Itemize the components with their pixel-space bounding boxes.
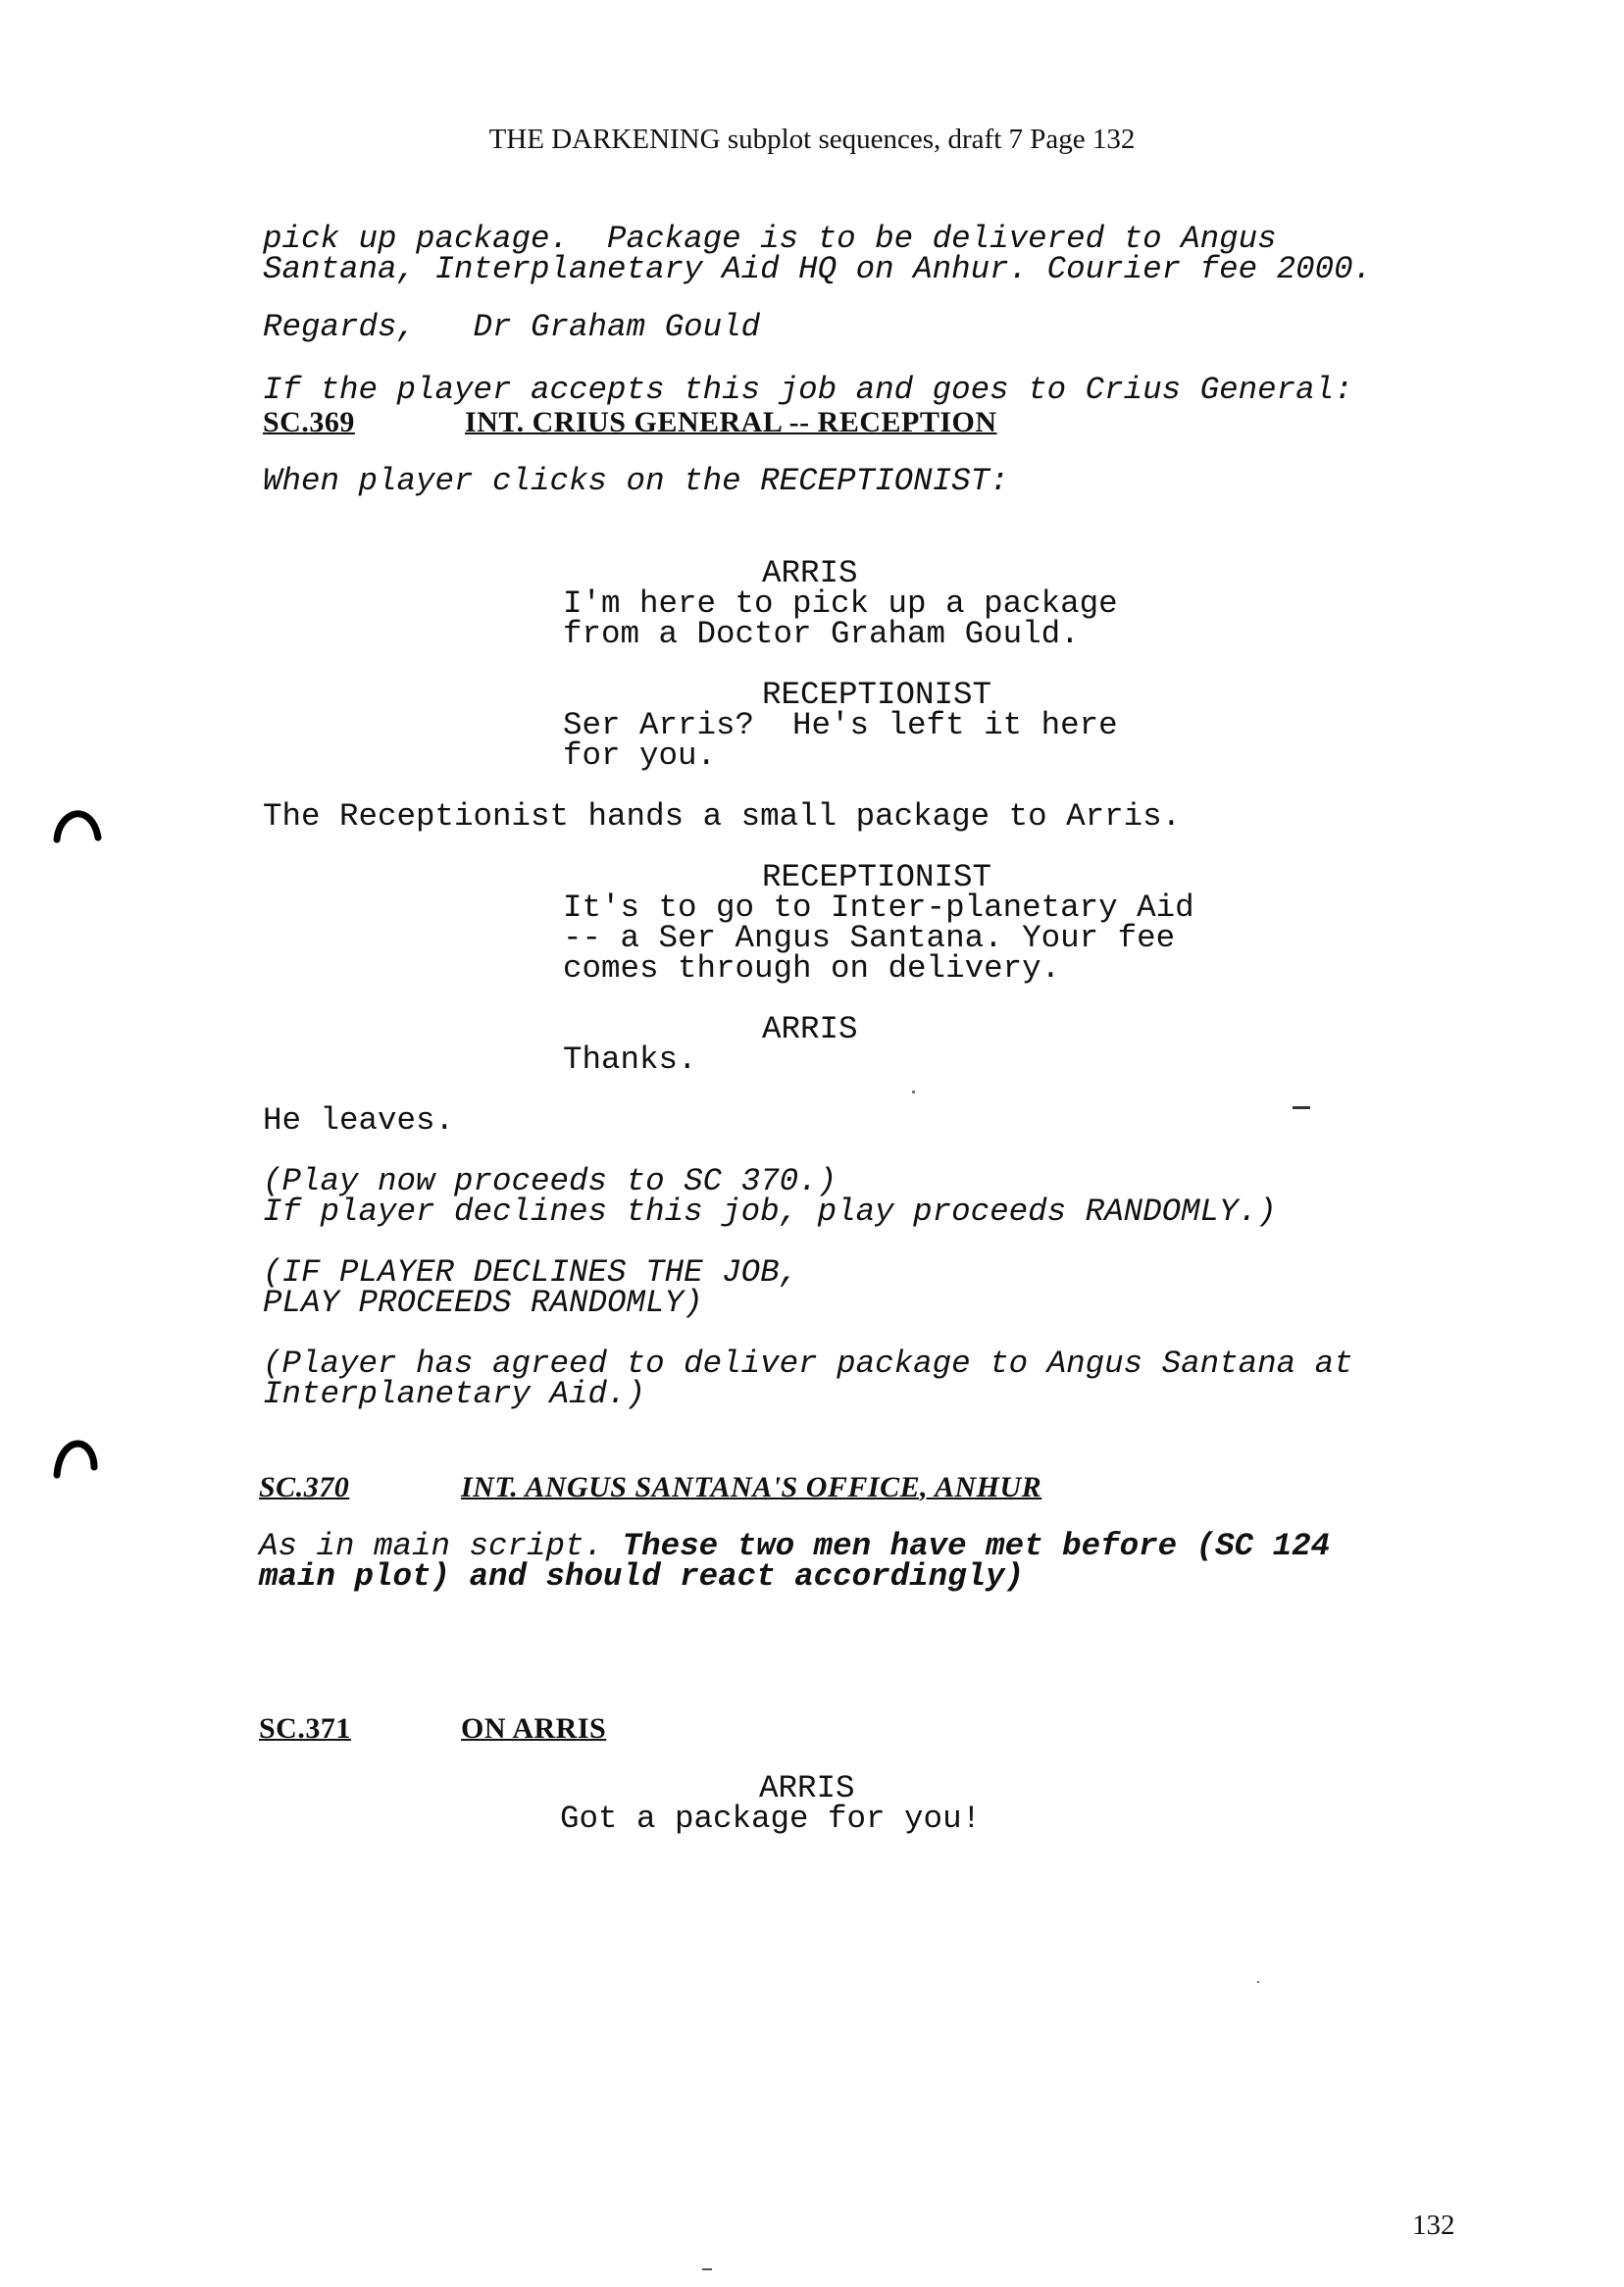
sc370-action-line-1: [259, 1528, 1331, 1564]
sc369-slugline: INT. CRIUS GENERAL -- RECEPTION: [465, 406, 997, 438]
character-cue-receptionist: RECEPTIONIST: [762, 677, 992, 713]
page-header: THE DARKENING subplot sequences, draft 7 Page 132: [488, 124, 1136, 155]
character-cue-arris: ARRIS: [762, 555, 858, 591]
note-line: (IF PLAYER DECLINES THE JOB,: [263, 1254, 799, 1291]
dialogue-line: comes through on delivery.: [563, 950, 1061, 987]
sc371-number: SC.371: [259, 1712, 351, 1745]
dialogue-line: Thanks.: [563, 1042, 697, 1078]
sc370-action-bold: These two men have met before (SC 124: [622, 1528, 1331, 1564]
character-cue-arris: ARRIS: [762, 1011, 858, 1047]
dialogue-line: -- a Ser Angus Santana. Your fee: [563, 920, 1176, 956]
sc369-action: When player clicks on the RECEPTIONIST:: [263, 463, 1009, 499]
scan-speck: [1293, 1106, 1310, 1109]
scan-speck: [912, 1091, 915, 1093]
sc371-slugline: ON ARRIS: [461, 1712, 607, 1745]
letter-line-2: Santana, Interplanetary Aid HQ on Anhur. Courier fee 2000.: [263, 251, 1373, 287]
scan-speck: [702, 2268, 712, 2270]
dialogue-line: Ser Arris? He's left it here: [563, 707, 1118, 743]
dialogue-line: from a Doctor Graham Gould.: [563, 616, 1080, 652]
punch-hole-mark: [51, 1436, 100, 1481]
sc369-condition: If the player accepts this job and goes to Crius General:: [263, 372, 1353, 408]
note-line: If player declines this job, play proceeds RANDOMLY.): [263, 1194, 1277, 1230]
dialogue-line: Got a package for you!: [560, 1801, 982, 1837]
note-line: (Play now proceeds to SC 370.): [263, 1163, 837, 1199]
character-cue-arris: ARRIS: [759, 1770, 855, 1806]
dialogue-line: It's to go to Inter-planetary Aid: [563, 889, 1194, 926]
sc370-slugline: INT. ANGUS SANTANA'S OFFICE, ANHUR: [461, 1471, 1042, 1503]
note-line: PLAY PROCEEDS RANDOMLY): [263, 1285, 703, 1321]
sc370-action-line-2: main plot) and should react accordingly): [259, 1558, 1025, 1595]
sc370-action-plain: As in main script.: [259, 1528, 623, 1564]
dialogue-line: for you.: [563, 737, 717, 774]
letter-line-1: pick up package. Package is to be delivered to Angus: [263, 221, 1277, 257]
dialogue-line: I'm here to pick up a package: [563, 585, 1118, 622]
sc370-number: SC.370: [259, 1471, 350, 1503]
sc369-number: SC.369: [263, 406, 355, 438]
letter-regards: Regards, Dr Graham Gould: [263, 309, 761, 345]
action-line: The Receptionist hands a small package to Arris.: [263, 798, 1182, 835]
scan-speck: [1257, 1981, 1259, 1983]
punch-hole-mark: [53, 808, 102, 847]
action-line: He leaves.: [263, 1102, 455, 1139]
character-cue-receptionist: RECEPTIONIST: [762, 859, 992, 895]
note-line: Interplanetary Aid.): [263, 1376, 646, 1412]
note-line: (Player has agreed to deliver package to Angus Santana at: [263, 1346, 1353, 1382]
page-number: 132: [1412, 2210, 1455, 2241]
